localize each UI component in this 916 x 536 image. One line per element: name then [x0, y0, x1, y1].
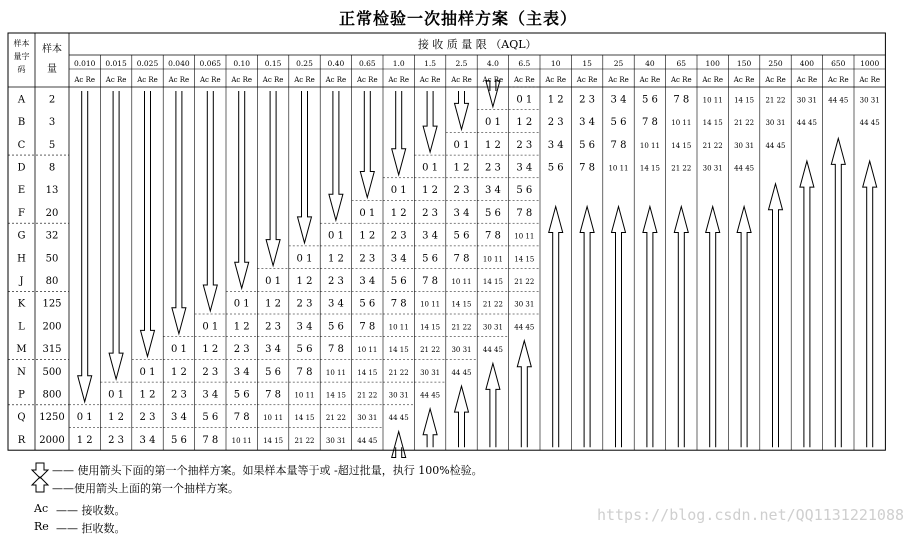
- ac-re-header: Ac Re: [733, 76, 755, 84]
- down-arrow-icon: [172, 91, 186, 334]
- ac-re-header: Ac Re: [576, 76, 598, 84]
- ac-re-value: 2 3: [453, 185, 470, 197]
- up-arrow-icon: [800, 161, 814, 447]
- ac-re-header: Ac Re: [105, 76, 127, 84]
- legend-up-text: ——使用箭头上面的第一个抽样方案。: [52, 482, 239, 495]
- ac-re-header: Ac Re: [702, 76, 724, 84]
- ac-re-value: 30 31: [734, 141, 755, 150]
- ac-re-value: 1 2: [390, 207, 407, 219]
- ac-re-value: 2 3: [547, 117, 564, 129]
- ac-re-value: 30 31: [514, 300, 535, 309]
- down-arrow-icon: [486, 81, 500, 107]
- ac-re-value: 5 6: [453, 230, 470, 242]
- up-arrow-icon: [863, 161, 877, 447]
- aql-value: 150: [736, 59, 752, 68]
- ac-re-value: 21 22: [482, 300, 503, 309]
- row-code: C: [17, 139, 26, 151]
- ac-re-header: Ac Re: [388, 76, 410, 84]
- ac-re-value: 3 4: [484, 185, 501, 197]
- aql-value: 6.5: [518, 59, 531, 68]
- row-code: A: [17, 94, 26, 106]
- aql-value: 0.40: [327, 59, 345, 68]
- ac-re-value: 0 1: [139, 366, 156, 378]
- ac-re-header: Ac Re: [670, 76, 692, 84]
- ac-re-header: Ac Re: [168, 76, 190, 84]
- ac-re-value: 10 11: [639, 141, 660, 150]
- aql-value: 25: [613, 59, 624, 68]
- up-arrow-icon: [737, 207, 751, 448]
- ac-re-value: 7 8: [579, 162, 596, 174]
- row-size: 80: [45, 275, 59, 287]
- ac-re-value: 14 15: [451, 300, 472, 309]
- ac-re-value: 0 1: [170, 344, 187, 356]
- ac-re-value: 14 15: [357, 368, 378, 377]
- ac-re-value: 0 1: [202, 321, 219, 333]
- ac-re-value: 14 15: [388, 346, 409, 355]
- row-size: 500: [42, 366, 62, 378]
- ac-re-value: 21 22: [420, 346, 441, 355]
- ac-re-value: 2 3: [108, 434, 125, 446]
- ac-re-value: 21 22: [671, 164, 692, 173]
- row-size: 13: [45, 185, 59, 197]
- ac-re-value: 7 8: [484, 230, 501, 242]
- aql-value: 0.15: [264, 59, 282, 68]
- aql-header: 接 收 质 量 限 （AQL）: [417, 38, 537, 51]
- aql-value: 400: [799, 59, 815, 68]
- ac-re-value: 2 3: [484, 162, 501, 174]
- aql-value: 0.015: [105, 59, 127, 68]
- down-arrow-icon: [423, 91, 437, 152]
- ac-re-value: 3 4: [422, 230, 439, 242]
- ac-re-value: 10 11: [608, 164, 629, 173]
- down-arrow-icon: [266, 91, 280, 266]
- ac-re-value: 0 1: [296, 253, 313, 265]
- ac-re-value: 5 6: [327, 321, 344, 333]
- ac-re-value: 5 6: [547, 162, 564, 174]
- ac-re-value: 5 6: [265, 366, 282, 378]
- ac-re-value: 1 2: [108, 412, 125, 424]
- ac-re-value: 7 8: [453, 253, 470, 265]
- down-arrow-icon: [392, 91, 406, 175]
- ac-re-value: 30 31: [451, 346, 472, 355]
- ac-re-value: 0 1: [453, 139, 470, 151]
- ac-re-header: Ac Re: [294, 76, 315, 84]
- up-arrow-icon: [580, 207, 594, 448]
- down-arrow-icon: [360, 91, 374, 198]
- ac-re-value: 2 3: [579, 94, 596, 106]
- ac-re-value: 1 2: [202, 344, 219, 356]
- aql-value: 4.0: [486, 59, 499, 68]
- ac-re-value: 21 22: [702, 141, 723, 150]
- row-size: 125: [42, 298, 62, 310]
- ac-re-header: Ac Re: [608, 76, 629, 84]
- ac-re-value: 0 1: [422, 162, 439, 174]
- ac-re-value: 2 3: [202, 366, 219, 378]
- ac-re-value: 30 31: [388, 391, 409, 400]
- ac-re-value: 44 45: [734, 164, 755, 173]
- row-code: J: [19, 275, 24, 287]
- legend-down-text: —— 使用箭头下面的第一个抽样方案。如果样本量等于或 -超过批量，执行 100%检验。: [52, 464, 483, 477]
- ac-re-value: 5 6: [359, 298, 376, 310]
- ac-re-value: 7 8: [327, 344, 344, 356]
- ac-re-value: 10 11: [231, 436, 252, 445]
- ac-re-value: 44 45: [765, 141, 786, 150]
- aql-value: 0.10: [233, 59, 251, 68]
- ac-re-value: 14 15: [734, 96, 755, 105]
- ac-re-value: 5 6: [516, 185, 533, 197]
- ac-re-value: 3 4: [327, 298, 344, 310]
- row-size: 5: [48, 139, 56, 151]
- ac-re-value: 1 2: [453, 162, 470, 174]
- ac-re-value: 30 31: [357, 414, 378, 423]
- row-size: 2000: [39, 434, 65, 446]
- ac-re-value: 10 11: [357, 346, 378, 355]
- up-arrow-icon: [392, 432, 406, 458]
- ac-re-value: 0 1: [108, 389, 125, 401]
- ac-re-value: 2 3: [265, 321, 282, 333]
- row-size: 800: [42, 389, 62, 401]
- ac-re-value: 1 2: [422, 185, 439, 197]
- ac-re-header: Ac Re: [325, 76, 347, 84]
- ac-re-value: 0 1: [484, 117, 501, 129]
- ac-re-value: 3 4: [579, 117, 596, 129]
- ac-re-header: Ac Re: [451, 76, 472, 84]
- row-code: K: [17, 298, 26, 310]
- legend-ac-text: —— 接收数。: [56, 504, 126, 517]
- ac-re-value: 14 15: [671, 141, 692, 150]
- ac-re-value: 10 11: [671, 119, 692, 128]
- ac-re-value: 10 11: [294, 391, 315, 400]
- aql-value: 1000: [860, 59, 880, 68]
- row-size: 315: [42, 344, 62, 356]
- row-code: B: [17, 117, 26, 129]
- ac-re-value: 2 3: [139, 412, 156, 424]
- ac-re-value: 7 8: [422, 275, 439, 287]
- row-size: 3: [48, 117, 56, 129]
- ac-re-value: 14 15: [482, 277, 503, 286]
- ac-re-value: 3 4: [359, 275, 376, 287]
- ac-re-value: 10 11: [325, 368, 346, 377]
- aql-value: 650: [831, 59, 846, 68]
- row-code: D: [17, 162, 26, 174]
- ac-re-value: 10 11: [702, 96, 723, 105]
- ac-re-value: 14 15: [263, 436, 284, 445]
- ac-re-value: 3 4: [610, 94, 627, 106]
- ac-re-value: 3 4: [390, 253, 407, 265]
- ac-re-value: 30 31: [420, 368, 441, 377]
- ac-re-value: 0 1: [359, 207, 376, 219]
- aql-value: 0.025: [136, 59, 159, 68]
- ac-re-value: 2 3: [390, 230, 407, 242]
- ac-re-header: Ac Re: [513, 76, 535, 84]
- ac-re-header: Ac Re: [262, 76, 284, 84]
- aql-value: 250: [768, 59, 783, 68]
- row-size: 20: [45, 207, 59, 219]
- ac-re-value: 7 8: [265, 389, 282, 401]
- ac-re-value: 14 15: [639, 164, 660, 173]
- up-arrow-icon: [674, 207, 688, 448]
- ac-re-value: 7 8: [202, 434, 219, 446]
- aql-value: 40: [645, 59, 655, 68]
- ac-re-value: 10 11: [420, 300, 441, 309]
- ac-re-value: 3 4: [453, 207, 470, 219]
- aql-value: 100: [705, 59, 720, 68]
- aql-value: 0.040: [168, 59, 190, 68]
- ac-re-value: 21 22: [734, 119, 755, 128]
- ac-re-value: 3 4: [265, 344, 282, 356]
- ac-re-value: 1 2: [296, 275, 313, 287]
- ac-re-value: 14 15: [294, 414, 315, 423]
- ac-re-header: Ac Re: [419, 76, 441, 84]
- down-arrow-icon: [78, 91, 92, 402]
- legend-re-label: Re: [34, 520, 49, 533]
- ac-re-header: Ac Re: [796, 76, 818, 84]
- ac-re-value: 44 45: [388, 414, 409, 423]
- ac-re-value: 30 31: [765, 119, 786, 128]
- down-arrow-icon: [109, 91, 123, 379]
- aql-value: 2.5: [455, 59, 468, 68]
- ac-re-header: Ac Re: [231, 76, 253, 84]
- ac-re-value: 44 45: [828, 96, 849, 105]
- ac-re-value: 5 6: [579, 139, 596, 151]
- ac-re-value: 7 8: [233, 412, 250, 424]
- ac-re-value: 44 45: [796, 119, 817, 128]
- ac-re-value: 30 31: [796, 96, 817, 105]
- ac-re-value: 2 3: [296, 298, 313, 310]
- up-arrow-icon: [517, 341, 531, 448]
- ac-re-value: 30 31: [859, 96, 880, 105]
- ac-re-header: Ac Re: [639, 76, 661, 84]
- ac-re-value: 1 2: [547, 94, 564, 106]
- ac-re-value: 14 15: [420, 323, 441, 332]
- down-arrow-icon: [235, 91, 249, 288]
- aql-value: 0.065: [199, 59, 222, 68]
- ac-re-value: 3 4: [139, 434, 156, 446]
- ac-re-header: Ac Re: [482, 76, 504, 84]
- ac-re-value: 2 3: [170, 389, 187, 401]
- row-size: 1250: [39, 412, 65, 424]
- ac-re-value: 0 1: [233, 298, 250, 310]
- up-arrow-icon: [30, 476, 50, 494]
- ac-re-value: 30 31: [702, 164, 723, 173]
- ac-re-value: 5 6: [233, 389, 250, 401]
- ac-re-value: 21 22: [294, 436, 315, 445]
- ac-re-value: 0 1: [76, 412, 93, 424]
- ac-re-value: 14 15: [325, 391, 346, 400]
- ac-re-value: 3 4: [296, 321, 313, 333]
- down-arrow-icon: [298, 91, 312, 243]
- row-code: M: [16, 344, 27, 356]
- ac-re-header: Ac Re: [74, 76, 96, 84]
- down-arrow-icon: [329, 91, 343, 220]
- ac-re-value: 10 11: [388, 323, 409, 332]
- ac-re-value: 7 8: [673, 94, 690, 106]
- ac-re-value: 0 1: [390, 185, 407, 197]
- up-arrow-icon: [769, 184, 783, 447]
- up-arrow-icon: [423, 409, 437, 447]
- row-size: 32: [45, 230, 59, 242]
- ac-re-value: 1 2: [76, 434, 93, 446]
- ac-re-value: 7 8: [390, 298, 407, 310]
- aql-value: 0.010: [73, 59, 96, 68]
- ac-re-value: 7 8: [296, 366, 313, 378]
- ac-re-value: 44 45: [859, 119, 880, 128]
- ac-re-header: Ac Re: [199, 76, 221, 84]
- ac-re-header: Ac Re: [827, 76, 849, 84]
- ac-re-value: 3 4: [202, 389, 219, 401]
- ac-re-value: 2 3: [516, 139, 533, 151]
- ac-re-value: 3 4: [233, 366, 250, 378]
- ac-re-value: 10 11: [482, 255, 503, 264]
- ac-re-value: 21 22: [514, 277, 535, 286]
- ac-re-value: 0 1: [327, 230, 344, 242]
- up-arrow-icon: [706, 207, 720, 448]
- ac-re-value: 1 2: [233, 321, 250, 333]
- ac-re-value: 44 45: [420, 391, 441, 400]
- ac-re-value: 30 31: [482, 323, 503, 332]
- row-code: R: [17, 434, 26, 446]
- ac-re-value: 1 2: [359, 230, 376, 242]
- ac-re-value: 7 8: [359, 321, 376, 333]
- legend-ac-label: Ac: [34, 502, 49, 515]
- ac-re-value: 7 8: [610, 139, 627, 151]
- ac-re-value: 3 4: [547, 139, 564, 151]
- ac-re-value: 44 45: [482, 346, 503, 355]
- ac-re-value: 1 2: [170, 366, 187, 378]
- ac-re-value: 5 6: [170, 434, 187, 446]
- aql-value: 0.65: [358, 59, 376, 68]
- down-arrow-icon: [203, 91, 217, 311]
- ac-re-value: 2 3: [233, 344, 250, 356]
- ac-re-header: Ac Re: [137, 76, 158, 84]
- table-title: 正常检验一次抽样方案（主表）: [338, 9, 577, 28]
- row-code: Q: [17, 412, 26, 424]
- ac-re-value: 2 3: [359, 253, 376, 265]
- ac-re-value: 21 22: [765, 96, 786, 105]
- row-size: 2: [48, 94, 56, 106]
- ac-re-value: 21 22: [388, 368, 409, 377]
- down-arrow-icon: [455, 91, 469, 129]
- watermark: https://blog.csdn.net/QQ1131221088: [596, 506, 904, 524]
- ac-re-value: 5 6: [641, 94, 658, 106]
- ac-re-header: Ac Re: [859, 76, 881, 84]
- ac-re-value: 5 6: [484, 207, 501, 219]
- ac-re-value: 1 2: [327, 253, 344, 265]
- row-code: H: [17, 253, 26, 265]
- aql-value: 0.25: [296, 59, 313, 68]
- ac-re-value: 0 1: [516, 94, 533, 106]
- down-arrow-icon: [141, 91, 155, 356]
- ac-re-value: 3 4: [516, 162, 533, 174]
- ac-re-value: 1 2: [139, 389, 156, 401]
- aql-value: 1.5: [424, 59, 437, 68]
- row-code: N: [17, 366, 26, 378]
- ac-re-value: 21 22: [357, 391, 378, 400]
- up-arrow-icon: [643, 207, 657, 448]
- legend-re-text: —— 拒收数。: [56, 522, 126, 535]
- ac-re-value: 10 11: [451, 277, 472, 286]
- ac-re-value: 5 6: [202, 412, 219, 424]
- up-arrow-icon: [455, 386, 469, 447]
- ac-re-value: 21 22: [451, 323, 472, 332]
- row-size: 8: [48, 162, 56, 174]
- row-size: 50: [45, 253, 59, 265]
- ac-re-header: Ac Re: [545, 76, 567, 84]
- ac-re-value: 44 45: [514, 323, 535, 332]
- ac-re-value: 10 11: [263, 414, 284, 423]
- aql-value: 1.0: [392, 59, 405, 68]
- ac-re-header: Ac Re: [356, 76, 378, 84]
- ac-re-value: 7 8: [641, 117, 658, 129]
- up-arrow-icon: [549, 207, 563, 448]
- row-code: L: [18, 321, 25, 333]
- aql-value: 65: [676, 59, 687, 68]
- ac-re-value: 1 2: [516, 117, 533, 129]
- ac-re-value: 5 6: [422, 253, 439, 265]
- code-header: 样本量字码: [13, 39, 30, 74]
- row-code: F: [18, 207, 25, 219]
- ac-re-value: 0 1: [265, 275, 282, 287]
- ac-re-value: 44 45: [451, 368, 472, 377]
- up-arrow-icon: [831, 138, 845, 447]
- ac-re-value: 10 11: [514, 232, 535, 241]
- ac-re-value: 44 45: [357, 436, 378, 445]
- aql-value: 15: [582, 59, 592, 68]
- ac-re-value: 2 3: [422, 207, 439, 219]
- ac-re-value: 3 4: [170, 412, 187, 424]
- ac-re-value: 14 15: [514, 255, 535, 264]
- ac-re-value: 5 6: [296, 344, 313, 356]
- row-code: E: [17, 185, 26, 197]
- ac-re-value: 5 6: [390, 275, 407, 287]
- row-size: 200: [42, 321, 62, 333]
- ac-re-value: 14 15: [702, 119, 723, 128]
- ac-re-value: 5 6: [610, 117, 627, 129]
- size-header: 样本量: [42, 44, 62, 75]
- ac-re-value: 30 31: [325, 436, 346, 445]
- ac-re-value: 1 2: [265, 298, 282, 310]
- row-code: G: [17, 230, 26, 242]
- ac-re-value: 7 8: [516, 207, 533, 219]
- ac-re-value: 1 2: [484, 139, 501, 151]
- ac-re-value: 2 3: [327, 275, 344, 287]
- ac-re-value: 21 22: [325, 414, 346, 423]
- aql-value: 10: [550, 59, 561, 68]
- up-arrow-icon: [612, 207, 626, 448]
- row-code: P: [18, 389, 25, 401]
- ac-re-header: Ac Re: [765, 76, 786, 84]
- up-arrow-icon: [486, 363, 500, 447]
